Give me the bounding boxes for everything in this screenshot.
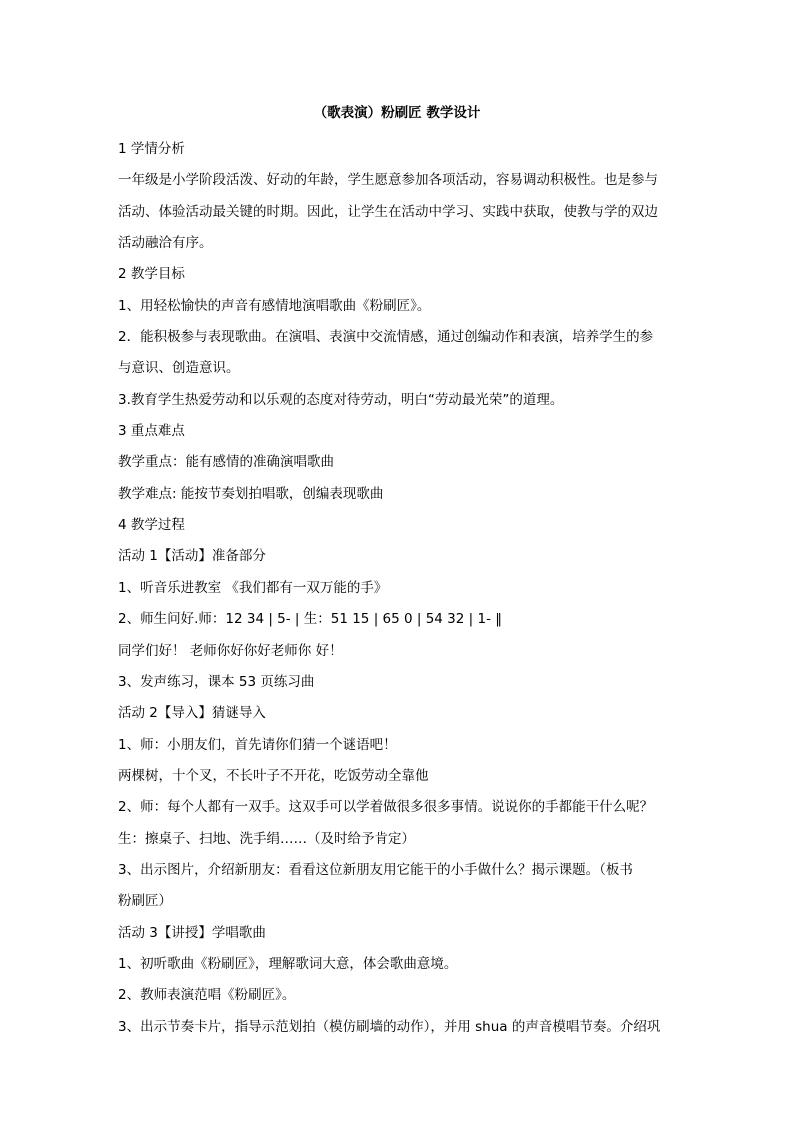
text-line: 两棵树，十个叉，不长叶子不开花，吃饭劳动全靠他	[118, 767, 429, 784]
text-line: 教学重点：能有感情的准确演唱歌曲	[118, 454, 334, 471]
text-line: 活动 2【导入】猜谜导入	[118, 705, 266, 722]
text-line: 同学们好！ 老师你好你好老师你 好！	[118, 642, 343, 659]
text-line: 活动、体验活动最关键的时期。因此，让学生在活动中学习、实践中获取，使教与学的双边	[118, 203, 658, 220]
text-line: 1、师：小朋友们，首先请你们猜一个谜语吧！	[118, 736, 397, 753]
text-line: 活动融洽有序。	[118, 235, 213, 252]
text-line: 1、用轻松愉快的声音有感情地演唱歌曲《粉刷匠》。	[118, 297, 431, 314]
text-line: 3 重点难点	[118, 423, 185, 440]
text-line: 1、听音乐进教室 《我们都有一双万能的手》	[118, 579, 388, 596]
document-body	[118, 134, 678, 1043]
text-line: 粉刷匠）	[118, 893, 172, 910]
text-line: 生：擦桌子、扫地、洗手绢……（及时给予肯定）	[118, 830, 415, 847]
text-line: 活动 1【活动】准备部分	[118, 548, 266, 565]
text-line: 1、初听歌曲《粉刷匠》，理解歌词大意，体会歌曲意境。	[118, 955, 458, 972]
text-line: 2 教学目标	[118, 266, 185, 283]
text-line: 活动 3【讲授】学唱歌曲	[118, 924, 266, 941]
text-line: 4 教学过程	[118, 517, 185, 534]
text-line: 2、教师表演范唱《粉刷匠》。	[118, 987, 296, 1004]
text-line: 2．能积极参与表现歌曲。在演唱、表演中交流情感，通过创编动作和表演，培养学生的参	[118, 329, 654, 346]
text-line: 1 学情分析	[118, 141, 185, 157]
text-line: 3、发声练习，课本 53 页练习曲	[118, 673, 315, 690]
text-line: 教学难点: 能按节奏划拍唱歌，创编表现歌曲	[118, 485, 384, 502]
text-line: 2、师生问好.师：12 34 | 5- | 生：51 15 | 65 0 | 54 32 | 1- ‖	[118, 611, 502, 628]
text-line: 一年级是小学阶段活泼、好动的年龄，学生愿意参加各项活动，容易调动积极性。也是参与	[118, 172, 658, 189]
text-line: 2、师：每个人都有一双手。这双手可以学着做很多很多事情。说说你的手都能干什么呢？	[118, 799, 654, 816]
text-line: 3、出示节奏卡片，指导示范划拍（模仿刷墙的动作），并用 shua 的声音模唱节奏。介绍巩	[118, 1018, 661, 1035]
text-line: 与意识、创造意识。	[118, 360, 240, 377]
text-line: 3.教育学生热爱劳动和以乐观的态度对待劳动，明白“劳动最光荣”的道理。	[118, 391, 564, 408]
document-title: （歌表演）粉刷匠 教学设计	[313, 105, 481, 121]
text-line: 3、出示图片，介绍新朋友：看看这位新朋友用它能干的小手做什么？揭示课题。（板书	[118, 861, 633, 878]
